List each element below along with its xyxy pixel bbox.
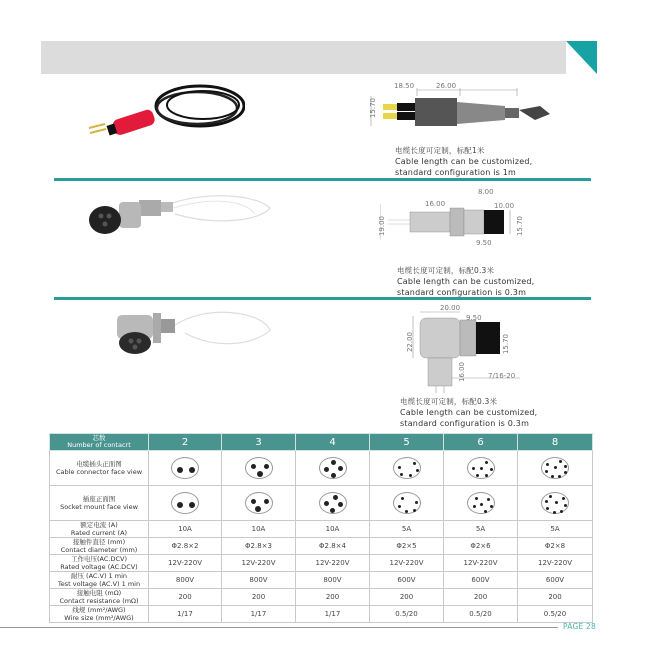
row-label-en: Rated voltage (AC.DCV) bbox=[60, 563, 138, 571]
table-row bbox=[50, 572, 593, 589]
table-cell: 600V bbox=[370, 572, 444, 589]
header-bar bbox=[41, 41, 597, 74]
table-cell: 12V-220V bbox=[149, 555, 222, 572]
row-label-en: Rated current (A) bbox=[70, 529, 128, 537]
table-cell: 600V bbox=[444, 572, 518, 589]
column-header: 3 bbox=[222, 434, 296, 451]
face-cell bbox=[518, 451, 593, 486]
row-label bbox=[50, 451, 149, 486]
header-label bbox=[50, 434, 149, 451]
pin-layout-6-icon bbox=[467, 457, 495, 479]
face-cell bbox=[149, 486, 222, 521]
product-image-right-angle-connector bbox=[95, 305, 275, 365]
face-cell bbox=[518, 486, 593, 521]
section-divider bbox=[54, 178, 591, 181]
caption-en-line2: standard configuration is 1m bbox=[395, 168, 517, 177]
caption-en-line1: Cable length can be customized, bbox=[397, 277, 535, 286]
table-row bbox=[50, 606, 593, 623]
pin-layout-6-icon bbox=[467, 492, 495, 514]
table-cell: Φ2.8×2 bbox=[149, 538, 222, 555]
table-cell: Φ2×6 bbox=[444, 538, 518, 555]
table-cell: 10A bbox=[296, 521, 370, 538]
row-label-en: Contact resistance (mΩ) bbox=[59, 597, 139, 605]
section-divider bbox=[54, 297, 591, 300]
column-header: 6 bbox=[444, 434, 518, 451]
table-cell: 200 bbox=[370, 589, 444, 606]
caption-right-angle bbox=[400, 396, 537, 429]
column-header: 5 bbox=[370, 434, 444, 451]
row-label-en: Cable connector face view bbox=[55, 468, 143, 476]
dim-length-2: 26.00 bbox=[436, 82, 457, 90]
face-cell bbox=[444, 486, 518, 521]
table-row-socket-face bbox=[50, 486, 593, 521]
face-cell bbox=[222, 451, 296, 486]
pin-layout-4-icon bbox=[319, 492, 347, 514]
row-label-cn: 工作电压(AC.DCV) bbox=[71, 555, 127, 563]
column-header: 2 bbox=[149, 434, 222, 451]
caption-cable bbox=[395, 145, 532, 178]
table-cell: 0.5/20 bbox=[444, 606, 518, 623]
pin-layout-3-icon bbox=[245, 457, 273, 479]
dim-10: 10.00 bbox=[494, 202, 515, 210]
pin-layout-8-icon bbox=[541, 492, 569, 514]
table-row-cable-face bbox=[50, 451, 593, 486]
table-cell: 200 bbox=[444, 589, 518, 606]
dim-19: 19.00 bbox=[378, 215, 387, 237]
dim-15-7: 15.70 bbox=[502, 333, 511, 355]
table-cell: 10A bbox=[149, 521, 222, 538]
product-image-straight-connector bbox=[75, 186, 275, 246]
dim-22: 22.00 bbox=[406, 331, 415, 353]
row-label-en: Socket mount face view bbox=[60, 503, 138, 511]
pin-layout-2-icon bbox=[171, 492, 199, 514]
row-label bbox=[50, 606, 149, 623]
dim-20: 20.00 bbox=[440, 304, 461, 312]
dim-length-1: 18.50 bbox=[394, 82, 415, 90]
row-label-cn: 额定电流 (A) bbox=[80, 521, 118, 529]
face-cell bbox=[222, 486, 296, 521]
table-cell: 200 bbox=[222, 589, 296, 606]
caption-en-line1: Cable length can be customized, bbox=[395, 157, 533, 166]
header-label-en: Number of contacrt bbox=[67, 441, 131, 449]
table-cell: 800V bbox=[296, 572, 370, 589]
table-cell: 12V-220V bbox=[444, 555, 518, 572]
row-label bbox=[50, 486, 149, 521]
row-label-cn: 接触电阻 (mΩ) bbox=[76, 589, 122, 597]
dim-9-5: 9.50 bbox=[476, 239, 492, 247]
header-label-cn: 芯数 bbox=[92, 434, 106, 442]
table-cell: 12V-220V bbox=[222, 555, 296, 572]
row-label bbox=[50, 572, 149, 589]
face-cell bbox=[296, 451, 370, 486]
table-cell: 0.5/20 bbox=[370, 606, 444, 623]
row-label-cn: 电缆插头正面图 bbox=[76, 460, 122, 468]
table-cell: Φ2×5 bbox=[370, 538, 444, 555]
table-cell: Φ2.8×4 bbox=[296, 538, 370, 555]
row-label-cn: 插座正面图 bbox=[82, 495, 116, 503]
table-header-row bbox=[50, 434, 593, 451]
dim-9-5: 9.50 bbox=[466, 314, 482, 322]
table-cell: 200 bbox=[296, 589, 370, 606]
caption-en-line2: standard configuration is 0.3m bbox=[397, 288, 527, 297]
row-label bbox=[50, 538, 149, 555]
table-cell: 12V-220V bbox=[296, 555, 370, 572]
corner-accent-icon bbox=[566, 41, 597, 74]
table-row bbox=[50, 589, 593, 606]
caption-cn: 电缆长度可定制，标配1米 bbox=[395, 146, 485, 155]
table-cell: 600V bbox=[518, 572, 593, 589]
product-image-cable-red bbox=[75, 78, 245, 148]
pin-layout-3-icon bbox=[245, 492, 273, 514]
table-cell: 10A bbox=[222, 521, 296, 538]
table-cell: 200 bbox=[518, 589, 593, 606]
row-label-en: Wire size (mm²/AWG) bbox=[64, 614, 134, 622]
table-row bbox=[50, 555, 593, 572]
spec-table bbox=[49, 433, 593, 623]
pin-layout-5-icon bbox=[393, 492, 421, 514]
table-cell: 1/17 bbox=[222, 606, 296, 623]
face-cell bbox=[370, 451, 444, 486]
table-cell: 5A bbox=[444, 521, 518, 538]
face-cell bbox=[370, 486, 444, 521]
footer-divider bbox=[0, 627, 558, 628]
row-label bbox=[50, 521, 149, 538]
table-cell: 1/17 bbox=[149, 606, 222, 623]
table-row bbox=[50, 538, 593, 555]
caption-en-line2: standard configuration is 0.3m bbox=[400, 419, 530, 428]
pin-layout-4-icon bbox=[319, 457, 347, 479]
caption-straight bbox=[397, 265, 534, 298]
row-label-cn: 接触件直径 (mm) bbox=[72, 538, 126, 546]
column-header: 8 bbox=[518, 434, 593, 451]
row-label-cn: 耐压 (AC.V) 1 min bbox=[70, 572, 128, 580]
dim-thread: 7/16-20 bbox=[488, 372, 516, 380]
caption-cn: 电缆长度可定制，标配0.3米 bbox=[397, 266, 495, 275]
dim-16: 16.00 bbox=[425, 200, 446, 208]
row-label-cn: 线规 (mm²/AWG) bbox=[72, 606, 126, 614]
row-label bbox=[50, 555, 149, 572]
caption-en-line1: Cable length can be customized, bbox=[400, 408, 538, 417]
table-cell: Φ2×8 bbox=[518, 538, 593, 555]
caption-cn: 电缆长度可定制，标配0.3米 bbox=[400, 397, 498, 406]
dim-15-7: 15.70 bbox=[516, 215, 525, 237]
pin-layout-8-icon bbox=[541, 457, 569, 479]
dim-8: 8.00 bbox=[478, 188, 494, 196]
dim-diameter: 15.70 bbox=[369, 97, 378, 119]
table-cell: 1/17 bbox=[296, 606, 370, 623]
face-cell bbox=[444, 451, 518, 486]
dim-16: 16.00 bbox=[458, 361, 467, 383]
row-label-en: Test voltage (AC.V) 1 min bbox=[57, 580, 141, 588]
table-cell: Φ2.8×3 bbox=[222, 538, 296, 555]
face-cell bbox=[149, 451, 222, 486]
table-cell: 200 bbox=[149, 589, 222, 606]
table-cell: 800V bbox=[149, 572, 222, 589]
pin-layout-5-icon bbox=[393, 457, 421, 479]
table-cell: 5A bbox=[370, 521, 444, 538]
face-cell bbox=[296, 486, 370, 521]
row-label bbox=[50, 589, 149, 606]
pin-layout-2-icon bbox=[171, 457, 199, 479]
table-row bbox=[50, 521, 593, 538]
table-cell: 0.5/20 bbox=[518, 606, 593, 623]
table-cell: 5A bbox=[518, 521, 593, 538]
column-header: 4 bbox=[296, 434, 370, 451]
row-label-en: Contact diameter (mm) bbox=[60, 546, 138, 554]
table-cell: 12V-220V bbox=[518, 555, 593, 572]
table-cell: 12V-220V bbox=[370, 555, 444, 572]
table-cell: 800V bbox=[222, 572, 296, 589]
page-number: PAGE 28 bbox=[563, 622, 596, 631]
